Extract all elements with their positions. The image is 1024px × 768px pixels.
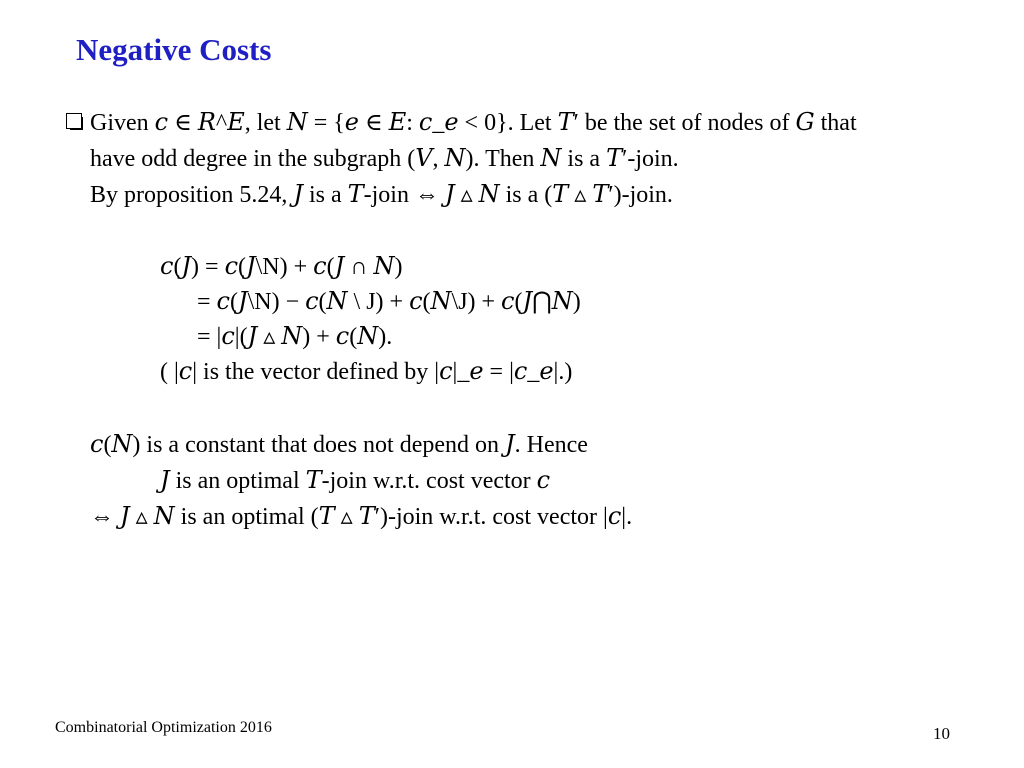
equation-note: ( |𝑐| is the vector defined by |𝑐|_𝑒 = |𝑐_𝑒|.) (160, 359, 573, 385)
text-line-equivalence: ⇔ 𝐽 ▵ 𝑁 is an optimal (𝑇 ▵ 𝑇′)-join w.r.t. cost vector |𝑐|. (90, 504, 633, 530)
equation-line-2: = 𝑐(𝐽\N) − 𝑐(𝑁 \ J) + 𝑐(𝑁\J) + 𝑐(𝐽⋂𝑁) (197, 289, 581, 315)
text-line-1: Given 𝑐 ∈ 𝑅^𝐸, let 𝑁 = {𝑒 ∈ 𝐸: 𝑐_𝑒 < 0}. Let 𝑇′ be the set of nodes of 𝐺 that (90, 110, 857, 136)
equation-line-1: 𝑐(𝐽) = 𝑐(𝐽\N) + 𝑐(𝐽 ∩ 𝑁) (160, 254, 403, 280)
text-line-optimal: 𝐽 is an optimal 𝑇-join w.r.t. cost vector 𝑐 (160, 468, 551, 494)
checkbox-bullet-icon (66, 113, 82, 129)
text-line-3: By proposition 5.24, 𝐽 is a 𝑇-join ⇔ 𝐽 ▵ 𝑁 is a (𝑇 ▵ 𝑇′)-join. (90, 182, 673, 208)
slide-title: Negative Costs (76, 32, 272, 67)
equation-line-3: = |𝑐|(𝐽 ▵ 𝑁) + 𝑐(𝑁). (197, 324, 393, 350)
text-line-2: have odd degree in the subgraph (𝑉, 𝑁). Then 𝑁 is a 𝑇′-join. (90, 146, 679, 172)
footer-page-number: 10 (933, 724, 950, 743)
footer-course: Combinatorial Optimization 2016 (55, 719, 272, 736)
text-line-constant: 𝑐(𝑁) is a constant that does not depend on 𝐽. Hence (90, 432, 588, 458)
